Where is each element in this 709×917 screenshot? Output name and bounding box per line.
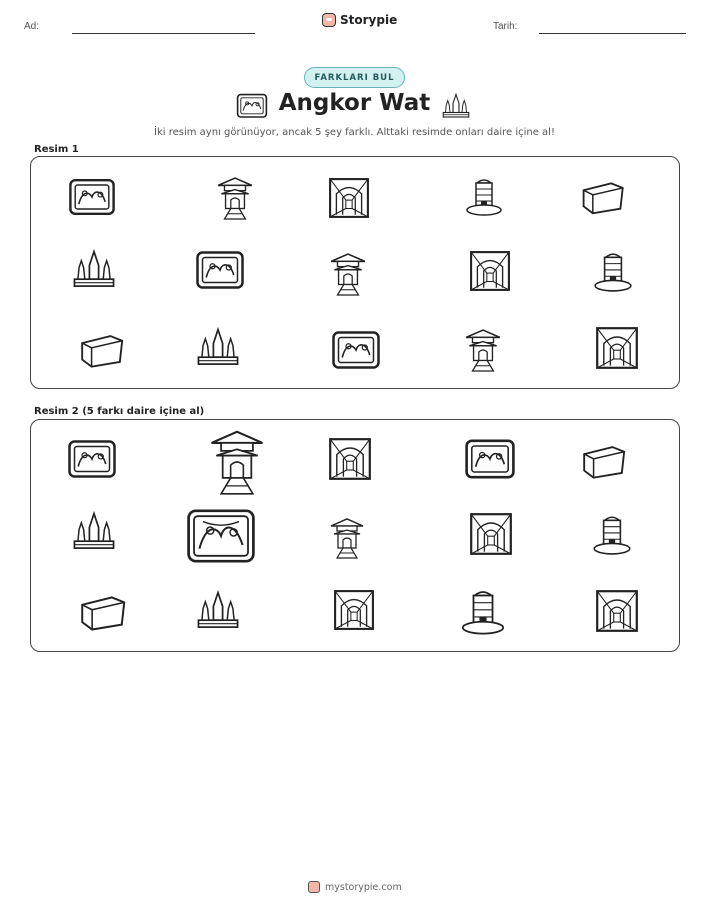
- picture1-panel: [30, 156, 680, 389]
- temple-icon: [441, 93, 471, 121]
- tower-icon[interactable]: [592, 248, 634, 294]
- storypie-logo-icon: [322, 13, 336, 27]
- name-line[interactable]: [72, 33, 255, 34]
- tunnel-icon[interactable]: [469, 248, 511, 294]
- picture2-label: Resim 2 (5 farkı daire içine al): [34, 406, 205, 417]
- storypie-logo-icon: [308, 881, 320, 893]
- tunnel-icon[interactable]: [328, 436, 372, 482]
- tunnel-icon[interactable]: [333, 586, 375, 634]
- gate-icon[interactable]: [327, 514, 367, 562]
- relief-icon[interactable]: [67, 437, 117, 481]
- activity-badge: FARKLARI BUL: [304, 67, 405, 88]
- tunnel-icon[interactable]: [328, 176, 370, 220]
- brand-logo: [322, 13, 397, 27]
- temple-icon[interactable]: [71, 249, 117, 291]
- instruction-text: İki resim aynı görünüyor, ancak 5 şey farklı. Alttaki resimde onları daire içine al!: [154, 127, 555, 138]
- relief-icon[interactable]: [68, 176, 116, 218]
- date-label: Tarih:: [493, 21, 518, 32]
- tunnel-icon[interactable]: [595, 325, 639, 371]
- gate-icon[interactable]: [214, 174, 256, 222]
- stone-block-icon[interactable]: [77, 329, 125, 369]
- name-label: Ad:: [24, 21, 40, 32]
- tower-icon[interactable]: [464, 174, 504, 218]
- stone-block-icon[interactable]: [579, 176, 625, 216]
- tunnel-icon[interactable]: [595, 588, 639, 634]
- page-title: Angkor Wat: [278, 90, 431, 116]
- stone-block-icon[interactable]: [579, 440, 627, 480]
- temple-icon[interactable]: [195, 326, 241, 370]
- tower-icon[interactable]: [591, 512, 633, 556]
- picture1-label: Resim 1: [34, 144, 79, 155]
- picture2-panel: [30, 419, 680, 652]
- tower-icon[interactable]: [459, 586, 507, 636]
- temple-icon[interactable]: [195, 588, 241, 634]
- tunnel-icon[interactable]: [469, 511, 513, 557]
- footer: [308, 881, 402, 893]
- relief-icon[interactable]: [195, 248, 245, 292]
- footer-site: mystorypie.com: [325, 881, 402, 893]
- relief-icon[interactable]: [331, 328, 381, 372]
- gate-icon[interactable]: [205, 427, 269, 497]
- relief-icon[interactable]: [185, 503, 257, 569]
- brand-name: Storypie: [340, 13, 398, 27]
- temple-icon[interactable]: [71, 511, 117, 553]
- stone-block-icon[interactable]: [77, 590, 127, 632]
- date-line[interactable]: [539, 33, 686, 34]
- gate-icon[interactable]: [327, 249, 369, 299]
- gate-icon[interactable]: [462, 325, 504, 375]
- relief-icon[interactable]: [464, 437, 516, 481]
